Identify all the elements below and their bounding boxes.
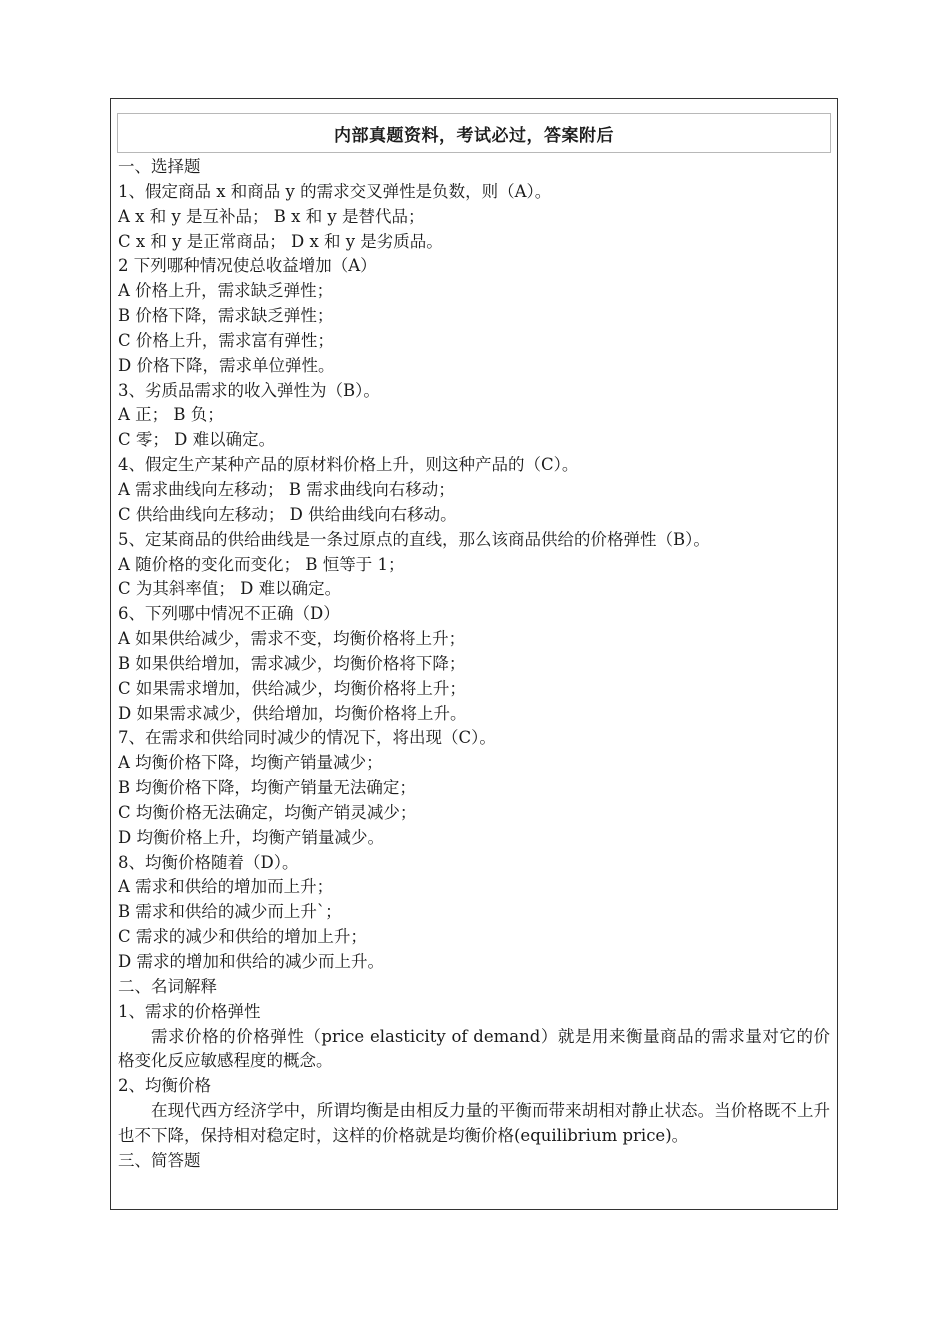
section-heading-short-answer: 三、简答题 [118,1150,201,1170]
document-body [118,155,830,1174]
question-8-option-c: C 需求的减少和供给的增加上升； [118,927,367,947]
question-5-options-ab: A 随价格的变化而变化； B 恒等于 1； [118,554,405,574]
question-2-option-a: A 价格上升，需求缺乏弹性； [118,281,334,301]
question-7-option-b: B 均衡价格下降，均衡产销量无法确定； [118,778,416,798]
question-5: 5、定某商品的供给曲线是一条过原点的直线，那么该商品供给的价格弹性（B）。 [118,529,710,549]
header-box [117,113,831,153]
question-6-option-c: C 如果需求增加，供给减少，均衡价格将上升； [118,678,466,698]
section-heading-choice: 一、选择题 [118,157,201,176]
question-8-option-a: A 需求和供给的增加而上升； [118,877,334,897]
question-1: 1、假定商品 x 和商品 y 的需求交叉弹性是负数，则（A）。 [118,181,552,201]
question-1-options-ab: A x 和 y 是互补品； B x 和 y 是替代品； [118,206,425,226]
question-5-options-cd: C 为其斜率值； D 难以确定。 [118,579,342,599]
question-8-option-d: D 需求的增加和供给的减少而上升。 [118,952,384,971]
question-3-options-ab: A 正； B 负； [118,405,224,425]
question-2-option-b: B 价格下降，需求缺乏弹性； [118,306,334,326]
term-2-definition: 在现代西方经济学中，所谓均衡是由相反力量的平衡而带来胡相对静止状态。当价格既不上升也不下降，保持相对稳定时，这样的价格就是均衡价格(equilibrium price)。 [118,1101,830,1145]
term-1-heading: 1、需求的价格弹性 [118,1001,261,1021]
question-4: 4、假定生产某种产品的原材料价格上升，则这种产品的（C）。 [118,455,579,475]
term-1-definition: 需求价格的价格弹性（price elasticity of demand）就是用来衡量商品的需求量对它的价格变化反应敏感程度的概念。 [118,1026,830,1071]
question-6-option-b: B 如果供给增加，需求减少，均衡价格将下降； [118,653,466,673]
question-1-options-cd: C x 和 y 是正常商品； D x 和 y 是劣质品。 [118,231,443,251]
question-3: 3、劣质品需求的收入弹性为（B）。 [118,380,380,400]
question-2: 2 下列哪种情况使总收益增加（A） [118,256,377,276]
question-2-option-c: C 价格上升，需求富有弹性； [118,330,334,350]
page-title: 内部真题资料，考试必过，答案附后 [334,125,614,146]
question-4-options-ab: A 需求曲线向左移动； B 需求曲线向右移动； [118,479,455,499]
question-2-option-d: D 价格下降，需求单位弹性。 [118,355,335,375]
question-7-option-c: C 均衡价格无法确定，均衡产销灵减少； [118,802,417,822]
section-heading-terms: 二、名词解释 [118,976,217,996]
term-2-heading: 2、均衡价格 [118,1076,211,1096]
question-6: 6、下列哪中情况不正确（D） [118,604,340,624]
question-8-option-b: B 需求和供给的减少而上升`； [118,902,342,922]
question-6-option-a: A 如果供给减少，需求不变，均衡价格将上升； [118,629,466,649]
page-frame [110,98,838,1210]
question-6-option-d: D 如果需求减少，供给增加，均衡价格将上升。 [118,703,467,723]
question-7-option-a: A 均衡价格下降，均衡产销量减少； [118,753,383,773]
question-4-options-cd: C 供给曲线向左移动； D 供给曲线向右移动。 [118,504,457,524]
question-3-options-cd: C 零； D 难以确定。 [118,430,276,450]
question-7-option-d: D 均衡价格上升，均衡产销量减少。 [118,827,384,847]
question-7: 7、在需求和供给同时减少的情况下，将出现（C）。 [118,728,496,748]
question-8: 8、均衡价格随着（D）。 [118,852,299,872]
